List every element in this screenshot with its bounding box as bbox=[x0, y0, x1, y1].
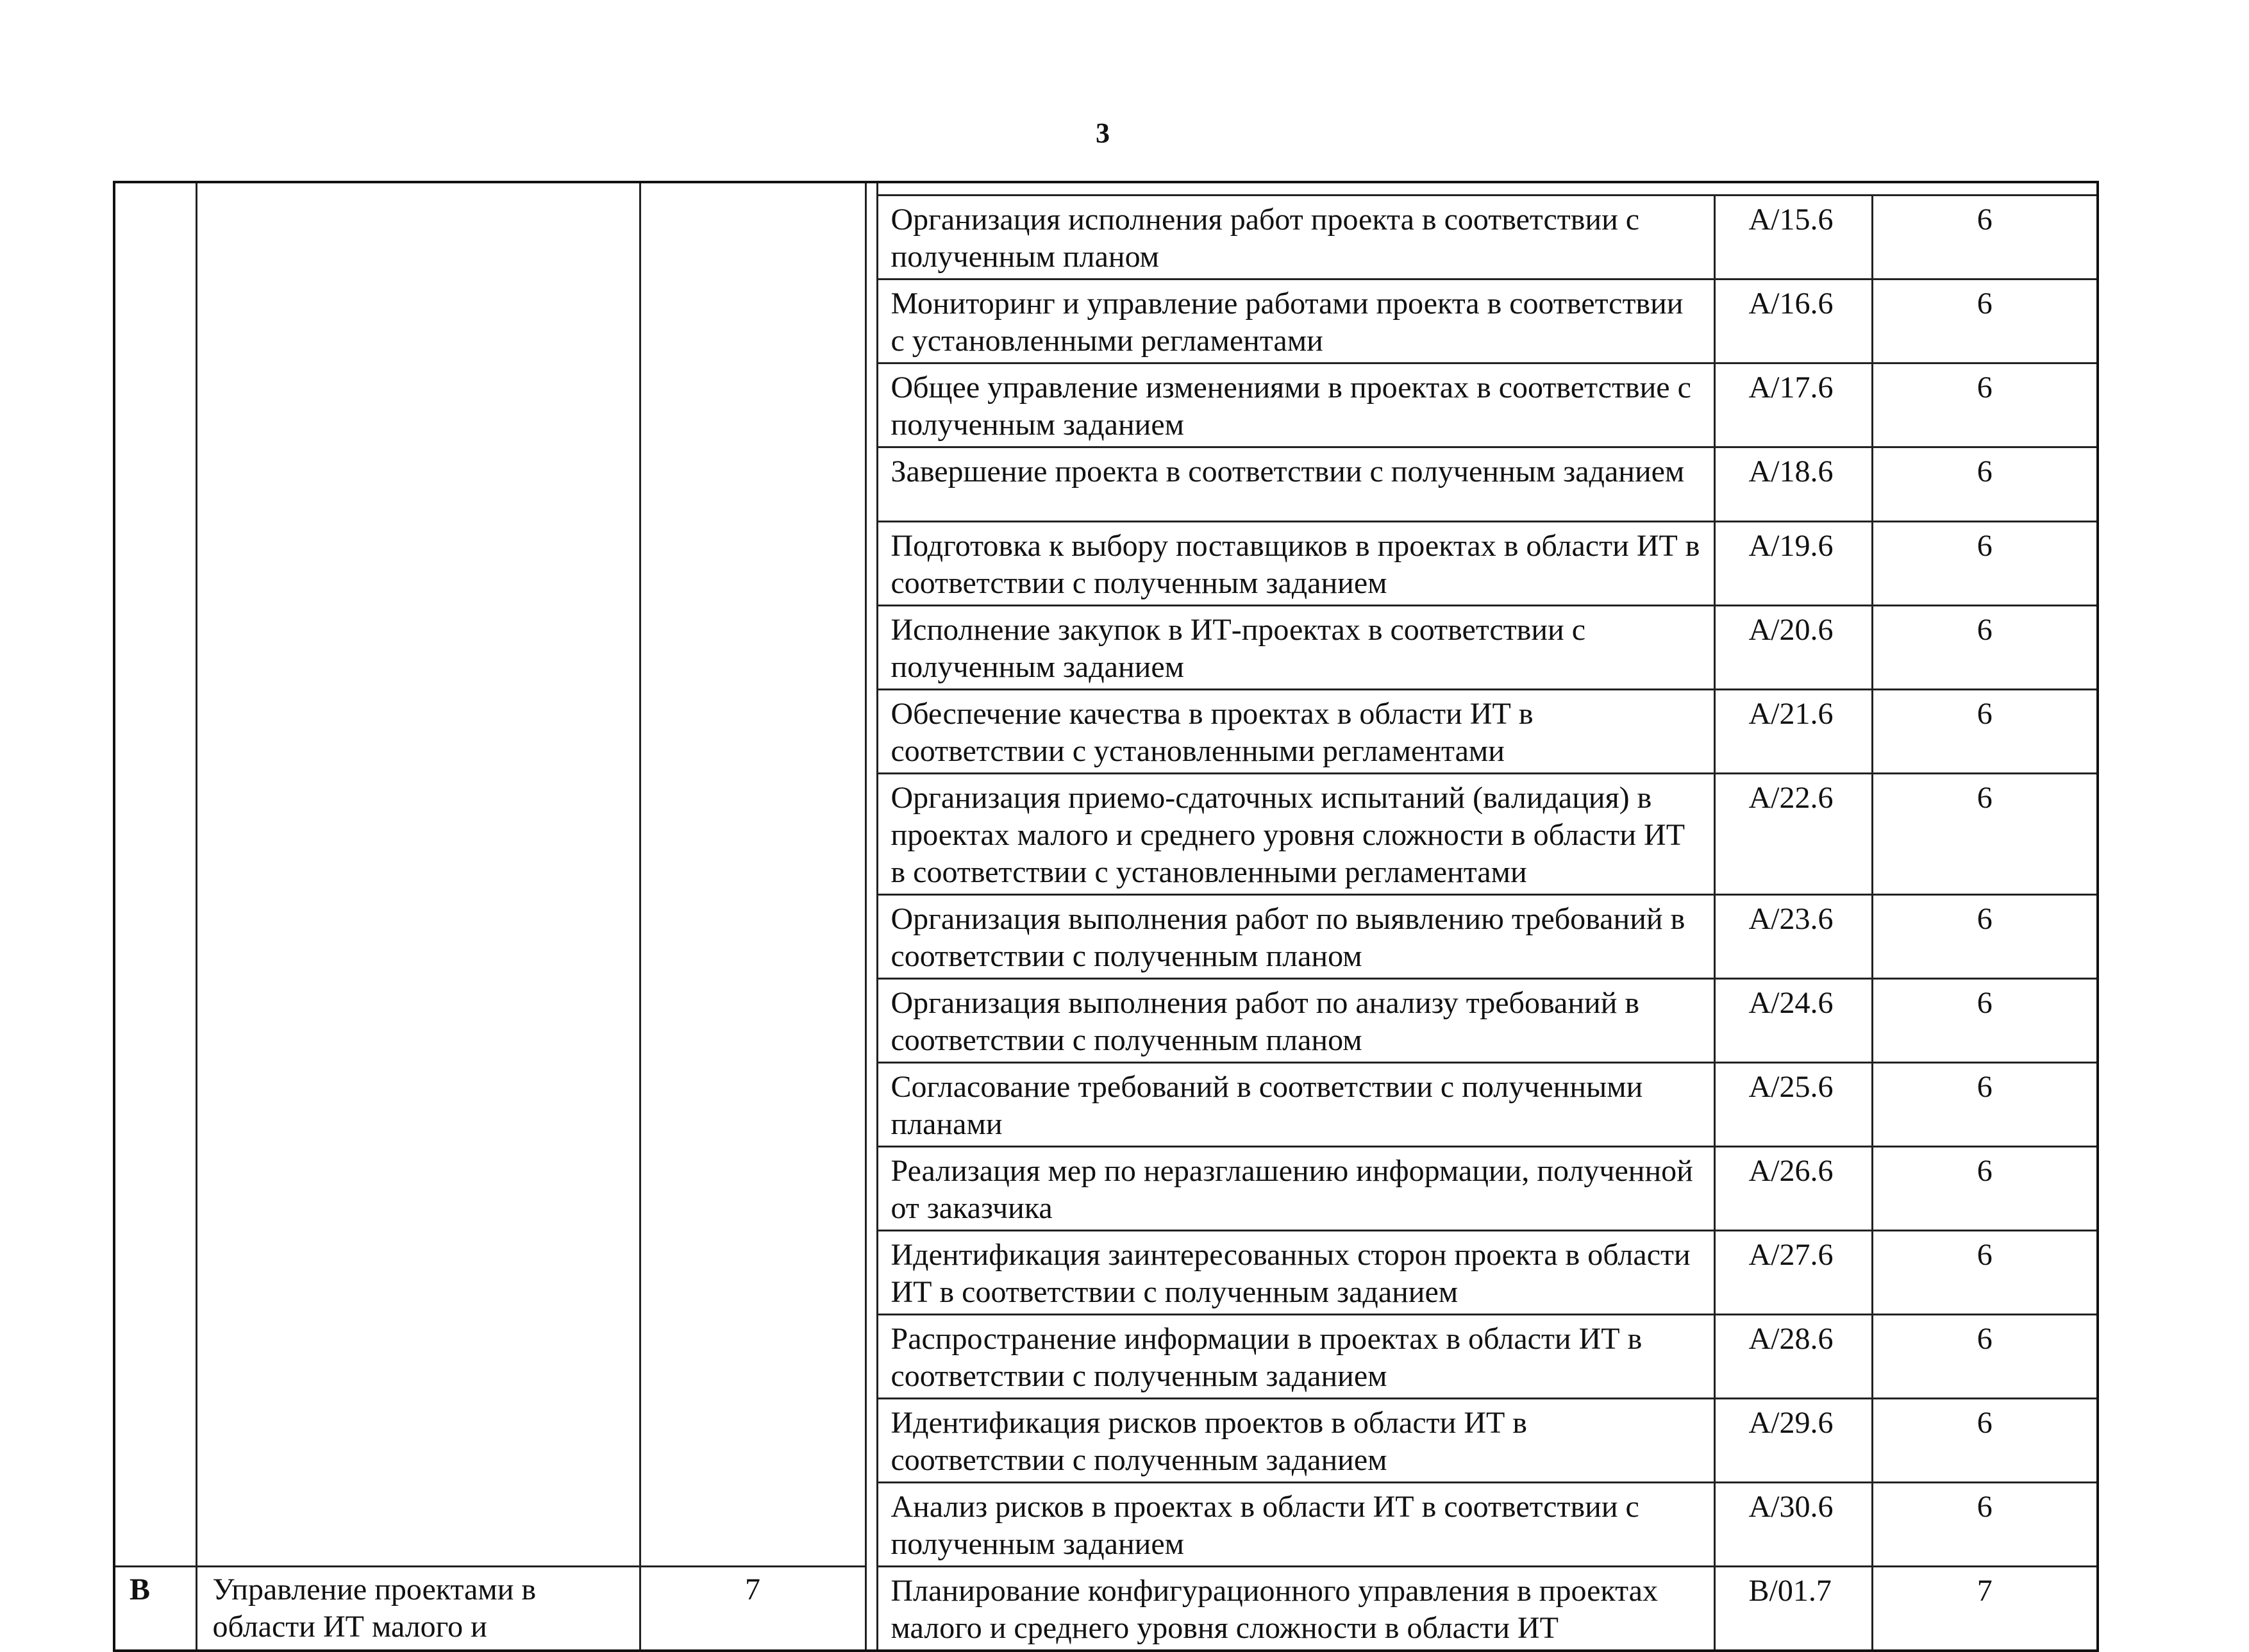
spacer-cell bbox=[640, 182, 865, 195]
function-code-cell: A/27.6 bbox=[1714, 1230, 1872, 1314]
qualification-level-cell: 6 bbox=[1872, 605, 2098, 689]
gap-cell bbox=[865, 1398, 877, 1482]
function-code-cell: A/29.6 bbox=[1714, 1398, 1872, 1482]
group-name-cell: Управление проектами в области ИТ малого и bbox=[196, 1566, 640, 1651]
empty-cell bbox=[640, 447, 865, 521]
table-row bbox=[114, 363, 2098, 447]
empty-cell bbox=[640, 689, 865, 773]
table-row bbox=[114, 605, 2098, 689]
empty-cell bbox=[114, 1398, 196, 1482]
empty-cell bbox=[640, 773, 865, 894]
spacer-cell bbox=[877, 182, 1714, 195]
empty-cell bbox=[196, 363, 640, 447]
empty-cell bbox=[196, 894, 640, 978]
table-row bbox=[114, 773, 2098, 894]
gap-cell bbox=[865, 1482, 877, 1566]
empty-cell bbox=[196, 279, 640, 363]
empty-cell bbox=[114, 1230, 196, 1314]
gap-cell bbox=[865, 363, 877, 447]
table-row bbox=[114, 689, 2098, 773]
empty-cell bbox=[640, 195, 865, 279]
qualification-level-cell: 7 bbox=[1872, 1566, 2098, 1651]
functions-table bbox=[113, 181, 2099, 1652]
function-name-cell: Реализация мер по неразглашению информации, полученной от заказчика bbox=[877, 1146, 1714, 1230]
empty-cell bbox=[114, 978, 196, 1062]
empty-cell bbox=[196, 1146, 640, 1230]
spacer-cell bbox=[865, 182, 877, 195]
empty-cell bbox=[196, 978, 640, 1062]
function-name-cell: Общее управление изменениями в проектах в соответствие с полученным заданием bbox=[877, 363, 1714, 447]
spacer-cell bbox=[1714, 182, 1872, 195]
empty-cell bbox=[640, 978, 865, 1062]
table-row bbox=[114, 894, 2098, 978]
empty-cell bbox=[114, 689, 196, 773]
gap-cell bbox=[865, 195, 877, 279]
function-code-cell: A/22.6 bbox=[1714, 773, 1872, 894]
function-name-cell: Подготовка к выбору поставщиков в проектах в области ИТ в соответствии с полученным заданием bbox=[877, 521, 1714, 605]
table-row bbox=[114, 1062, 2098, 1146]
function-name-cell: Согласование требований в соответствии с полученными планами bbox=[877, 1062, 1714, 1146]
empty-cell bbox=[114, 773, 196, 894]
empty-cell bbox=[114, 195, 196, 279]
page-number: 3 bbox=[1096, 117, 1110, 149]
qualification-level-cell: 6 bbox=[1872, 1314, 2098, 1398]
empty-cell bbox=[114, 1314, 196, 1398]
table-row-group-b bbox=[114, 1566, 2098, 1651]
gap-cell bbox=[865, 773, 877, 894]
function-code-cell: A/25.6 bbox=[1714, 1062, 1872, 1146]
qualification-level-cell: 6 bbox=[1872, 1398, 2098, 1482]
empty-cell bbox=[114, 279, 196, 363]
spacer-row bbox=[114, 182, 2098, 195]
qualification-level-cell: 6 bbox=[1872, 279, 2098, 363]
table-row bbox=[114, 1146, 2098, 1230]
gap-cell bbox=[865, 521, 877, 605]
empty-cell bbox=[196, 1482, 640, 1566]
qualification-level-cell: 6 bbox=[1872, 894, 2098, 978]
function-code-cell: A/30.6 bbox=[1714, 1482, 1872, 1566]
qualification-level-cell: 6 bbox=[1872, 447, 2098, 521]
function-code-cell: A/19.6 bbox=[1714, 521, 1872, 605]
qualification-level-cell: 6 bbox=[1872, 1230, 2098, 1314]
spacer-cell bbox=[196, 182, 640, 195]
gap-cell bbox=[865, 894, 877, 978]
empty-cell bbox=[196, 1230, 640, 1314]
empty-cell bbox=[114, 363, 196, 447]
empty-cell bbox=[196, 689, 640, 773]
empty-cell bbox=[114, 447, 196, 521]
empty-cell bbox=[196, 1398, 640, 1482]
empty-cell bbox=[640, 1398, 865, 1482]
table-row bbox=[114, 279, 2098, 363]
function-code-cell: A/18.6 bbox=[1714, 447, 1872, 521]
spacer-cell bbox=[114, 182, 196, 195]
gap-cell bbox=[865, 447, 877, 521]
empty-cell bbox=[196, 195, 640, 279]
gap-cell bbox=[865, 1314, 877, 1398]
function-name-cell: Организация выполнения работ по выявлению требований в соответствии с полученным планом bbox=[877, 894, 1714, 978]
function-code-cell: A/24.6 bbox=[1714, 978, 1872, 1062]
function-code-cell: A/15.6 bbox=[1714, 195, 1872, 279]
gap-cell bbox=[865, 1146, 877, 1230]
qualification-level-cell: 6 bbox=[1872, 689, 2098, 773]
function-name-cell: Организация приемо-сдаточных испытаний (валидация) в проектах малого и среднего уровня сложности в области ИТ в соответствии с установленными регламентами bbox=[877, 773, 1714, 894]
function-code-cell: A/23.6 bbox=[1714, 894, 1872, 978]
gap-cell bbox=[865, 1062, 877, 1146]
empty-cell bbox=[640, 1146, 865, 1230]
empty-cell bbox=[640, 363, 865, 447]
empty-cell bbox=[114, 1146, 196, 1230]
empty-cell bbox=[640, 1062, 865, 1146]
group-qualification-cell: 7 bbox=[640, 1566, 865, 1651]
empty-cell bbox=[640, 894, 865, 978]
qualification-level-cell: 6 bbox=[1872, 195, 2098, 279]
empty-cell bbox=[640, 1230, 865, 1314]
empty-cell bbox=[114, 1062, 196, 1146]
function-name-cell: Обеспечение качества в проектах в области ИТ в соответствии с установленными регламентами bbox=[877, 689, 1714, 773]
spacer-cell bbox=[1872, 182, 2098, 195]
empty-cell bbox=[114, 521, 196, 605]
empty-cell bbox=[640, 605, 865, 689]
qualification-level-cell: 6 bbox=[1872, 978, 2098, 1062]
empty-cell bbox=[114, 1482, 196, 1566]
function-name-cell: Мониторинг и управление работами проекта в соответствии с установленными регламентами bbox=[877, 279, 1714, 363]
qualification-level-cell: 6 bbox=[1872, 363, 2098, 447]
function-code-cell: A/17.6 bbox=[1714, 363, 1872, 447]
function-name-cell: Исполнение закупок в ИТ-проектах в соответствии с полученным заданием bbox=[877, 605, 1714, 689]
function-code-cell: A/21.6 bbox=[1714, 689, 1872, 773]
qualification-level-cell: 6 bbox=[1872, 1482, 2098, 1566]
gap-cell bbox=[865, 1230, 877, 1314]
table-row bbox=[114, 1482, 2098, 1566]
gap-cell bbox=[865, 689, 877, 773]
empty-cell bbox=[114, 605, 196, 689]
table-row bbox=[114, 1230, 2098, 1314]
empty-cell bbox=[196, 447, 640, 521]
function-code-cell: A/28.6 bbox=[1714, 1314, 1872, 1398]
qualification-level-cell: 6 bbox=[1872, 521, 2098, 605]
table-row bbox=[114, 1398, 2098, 1482]
qualification-level-cell: 6 bbox=[1872, 773, 2098, 894]
table-row bbox=[114, 1314, 2098, 1398]
function-name-cell: Идентификация заинтересованных сторон проекта в области ИТ в соответствии с полученным заданием bbox=[877, 1230, 1714, 1314]
function-name-cell: Организация выполнения работ по анализу требований в соответствии с полученным планом bbox=[877, 978, 1714, 1062]
table-row bbox=[114, 447, 2098, 521]
gap-cell bbox=[865, 978, 877, 1062]
function-name-cell: Идентификация рисков проектов в области ИТ в соответствии с полученным заданием bbox=[877, 1398, 1714, 1482]
function-name-cell: Планирование конфигурационного управления в проектах малого и среднего уровня сложности в области ИТ bbox=[877, 1566, 1714, 1651]
empty-cell bbox=[196, 521, 640, 605]
function-name-cell: Завершение проекта в соответствии с полученным заданием bbox=[877, 447, 1714, 521]
function-code-cell: A/16.6 bbox=[1714, 279, 1872, 363]
empty-cell bbox=[196, 605, 640, 689]
empty-cell bbox=[640, 279, 865, 363]
qualification-level-cell: 6 bbox=[1872, 1146, 2098, 1230]
group-code-cell: B bbox=[114, 1566, 196, 1651]
empty-cell bbox=[640, 521, 865, 605]
gap-cell bbox=[865, 1566, 877, 1651]
gap-cell bbox=[865, 279, 877, 363]
function-name-cell: Организация исполнения работ проекта в соответствии с полученным планом bbox=[877, 195, 1714, 279]
table-row bbox=[114, 195, 2098, 279]
function-name-cell: Анализ рисков в проектах в области ИТ в соответствии с полученным заданием bbox=[877, 1482, 1714, 1566]
function-code-cell: B/01.7 bbox=[1714, 1566, 1872, 1651]
qualification-level-cell: 6 bbox=[1872, 1062, 2098, 1146]
function-code-cell: A/20.6 bbox=[1714, 605, 1872, 689]
table-row bbox=[114, 978, 2098, 1062]
gap-cell bbox=[865, 605, 877, 689]
empty-cell bbox=[196, 1062, 640, 1146]
empty-cell bbox=[114, 894, 196, 978]
empty-cell bbox=[196, 773, 640, 894]
function-code-cell: A/26.6 bbox=[1714, 1146, 1872, 1230]
table-row bbox=[114, 521, 2098, 605]
function-name-cell: Распространение информации в проектах в области ИТ в соответствии с полученным заданием bbox=[877, 1314, 1714, 1398]
empty-cell bbox=[640, 1314, 865, 1398]
empty-cell bbox=[640, 1482, 865, 1566]
empty-cell bbox=[196, 1314, 640, 1398]
